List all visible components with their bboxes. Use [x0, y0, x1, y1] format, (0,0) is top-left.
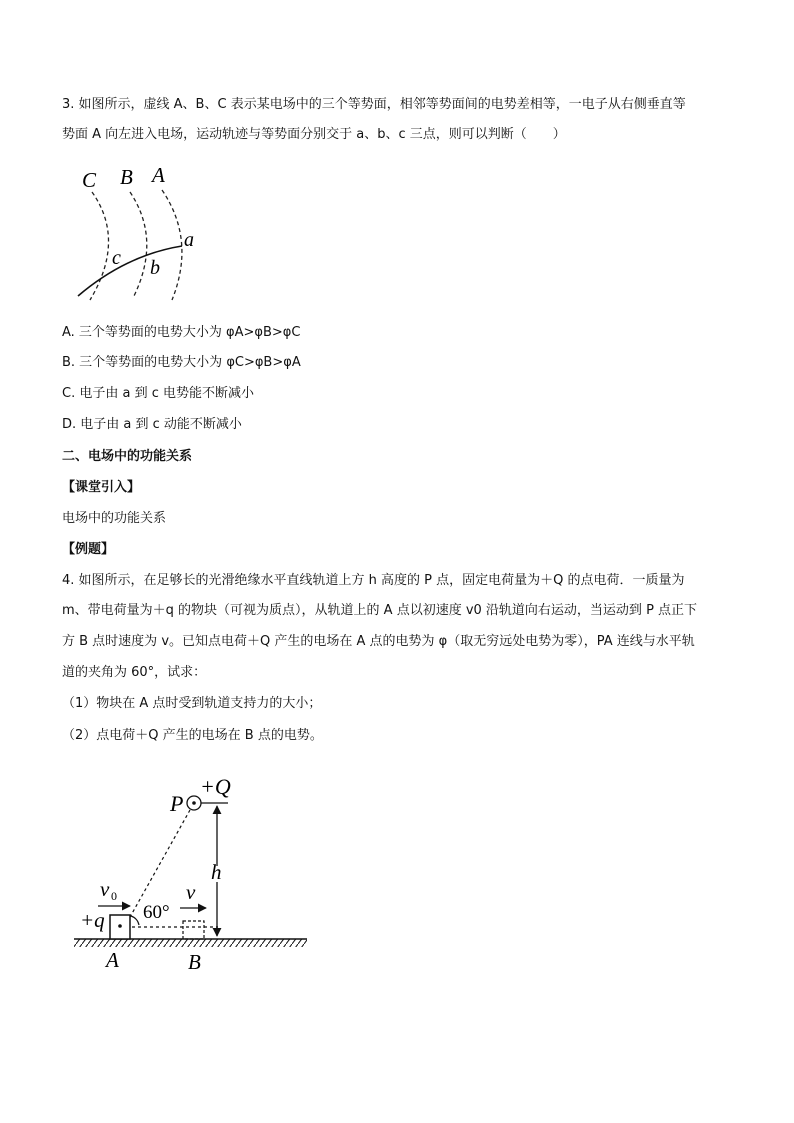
q3-stem-line-1: 3. 如图所示，虚线 A、B、C 表示某电场中的三个等势面，相邻等势面间的电势差相等，一电子从右侧垂直等 [62, 97, 686, 112]
block-at-B [183, 921, 204, 939]
q3-equipotential-figure [70, 160, 210, 305]
label-h: h [211, 860, 222, 884]
label-v0: v [100, 877, 110, 901]
q4-stem-line-4: 道的夹角为 60°，试求： [62, 665, 207, 680]
intro-text: 电场中的功能关系 [62, 511, 167, 526]
q3-option-a: A. 三个等势面的电势大小为 φA>φB>φC [62, 325, 301, 340]
label-A: A [152, 163, 165, 187]
angle-arc [131, 916, 139, 925]
label-c: c [112, 247, 121, 269]
label-v: v [186, 880, 196, 904]
q4-point-charge-figure [70, 768, 315, 978]
q4-stem-line-1: 4. 如图所示，在足够长的光滑绝缘水平直线轨道上方 h 高度的 P 点，固定电荷量为＋Q 的点电荷．一质量为 [62, 573, 685, 588]
label-B: B [120, 165, 133, 189]
q3-option-c: C. 电子由 a 到 c 电势能不断减小 [62, 386, 254, 401]
label-A: A [106, 948, 119, 972]
q4-sub-question-2: （2）点电荷＋Q 产生的电场在 B 点的电势。 [62, 728, 323, 743]
label-60-degrees: 60° [143, 902, 170, 923]
example-tag: 【例题】 [62, 542, 115, 557]
label-C: C [82, 168, 97, 192]
intro-tag: 【课堂引入】 [62, 480, 141, 495]
label-B: B [188, 950, 201, 974]
equipotential-A [162, 190, 182, 300]
q4-stem-line-2: m、带电荷量为＋q 的物块（可视为质点），从轨道上的 A 点以初速度 v0 沿轨道向右运动，当运动到 P 点正下 [62, 603, 698, 618]
ground-hatching [74, 939, 307, 947]
label-plus-Q: +Q [200, 774, 231, 799]
label-P: P [170, 791, 184, 816]
label-b: b [150, 257, 160, 279]
q3-stem-line-2: 势面 A 向左进入电场，运动轨迹与等势面分别交于 a、b、c 三点，则可以判断（ ） [62, 127, 566, 142]
electron-trajectory [78, 246, 182, 296]
q3-option-b: B. 三个等势面的电势大小为 φC>φB>φA [62, 355, 301, 370]
q3-option-d: D. 电子由 a 到 c 动能不断减小 [62, 417, 242, 432]
label-v0-subscript: 0 [111, 889, 117, 903]
equipotential-B [130, 192, 147, 298]
label-plus-q: +q [80, 908, 105, 932]
label-a: a [184, 229, 194, 251]
q4-stem-line-3: 方 B 点时速度为 v。已知点电荷＋Q 产生的电场在 A 点的电势为 φ（取无穷远处电势为零），PA 连线与水平轨 [62, 634, 695, 649]
section-heading: 二、电场中的功能关系 [62, 449, 193, 464]
q4-sub-question-1: （1）物块在 A 点时受到轨道支持力的大小； [62, 696, 322, 711]
